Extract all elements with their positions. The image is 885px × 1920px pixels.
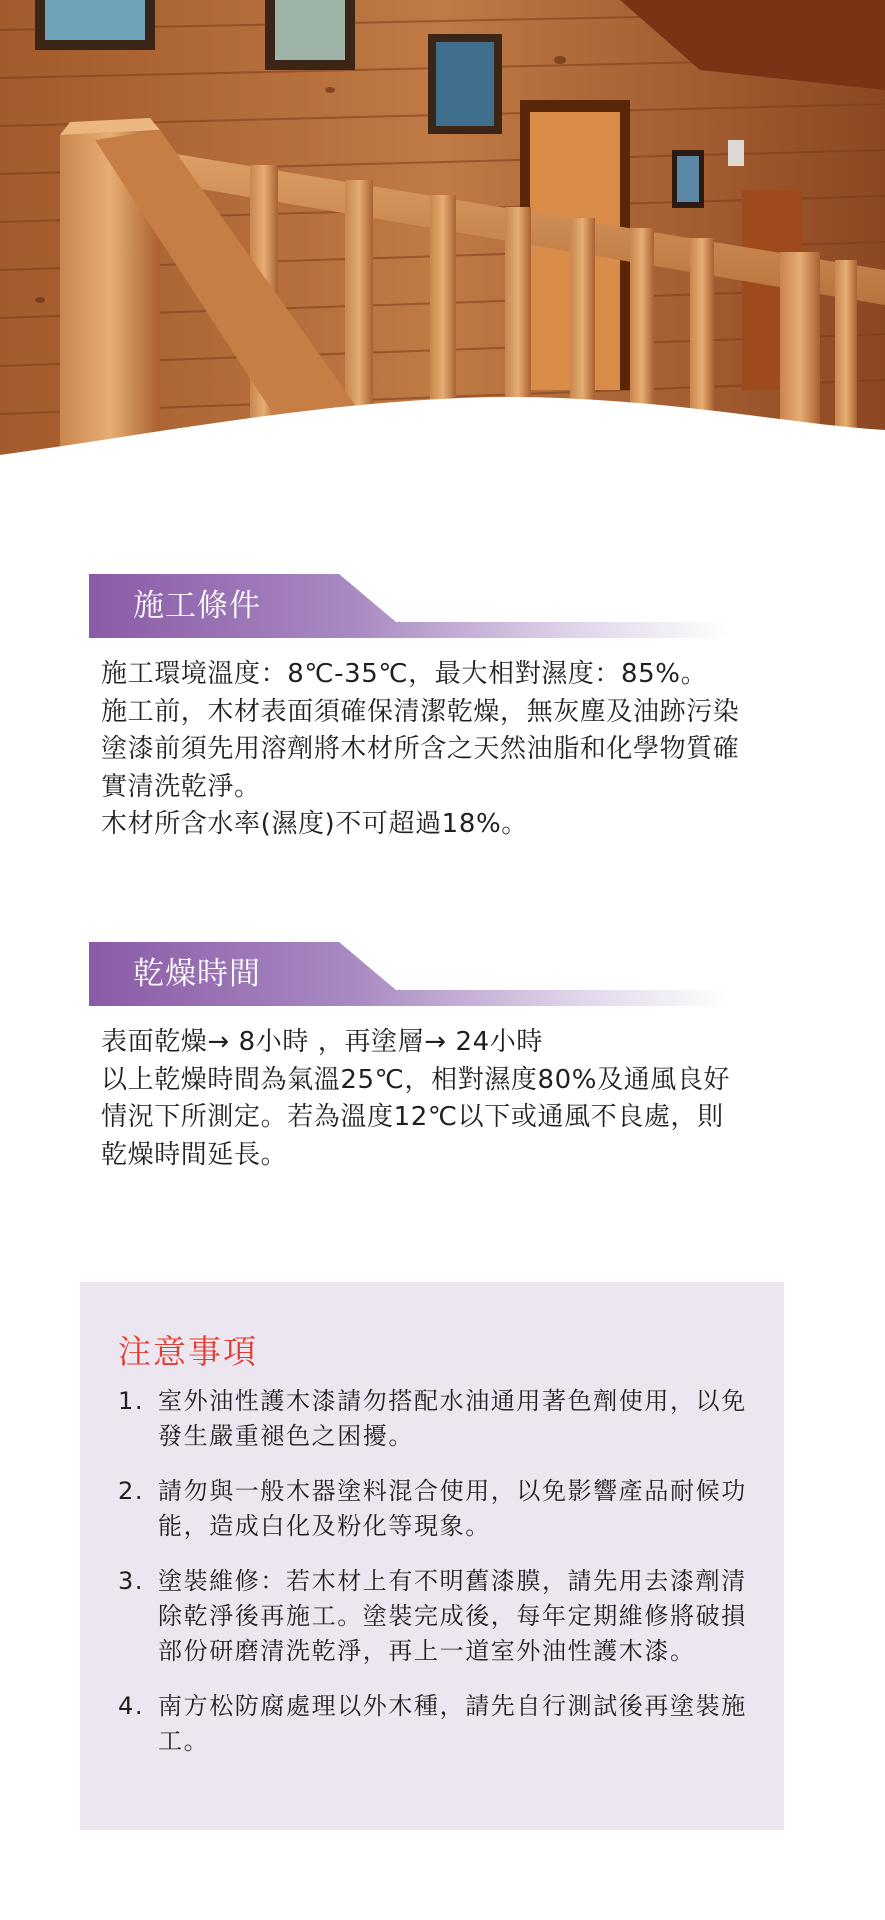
notice-item bbox=[118, 1384, 758, 1454]
notice-box bbox=[80, 1282, 784, 1830]
text-line: 以上乾燥時間為氣溫25℃，相對濕度80%及通風良好 bbox=[101, 1064, 731, 1095]
text-line: 表面乾燥→ 8小時 ，再塗層→ 24小時 bbox=[101, 1027, 543, 1057]
notice-item bbox=[118, 1474, 758, 1544]
text-line: 施工環境溫度：8℃-35℃，最大相對濕度：85%。 bbox=[101, 659, 708, 689]
hero-photo bbox=[0, 0, 885, 470]
section-title: 施工條件 bbox=[133, 588, 261, 624]
text-line: 乾燥時間延長。 bbox=[101, 1139, 288, 1170]
conditions-text bbox=[101, 656, 801, 844]
drying-text bbox=[101, 1024, 801, 1174]
section-header-conditions bbox=[89, 574, 729, 638]
text-line: 塗漆前須先用溶劑將木材所含之天然油脂和化學物質確 bbox=[101, 734, 740, 764]
text-line: 施工前，木材表面須確保清潔乾燥，無灰塵及油跡污染 bbox=[101, 696, 740, 727]
item-number: 2. bbox=[118, 1477, 145, 1505]
item-text: 南方松防腐處理以外木種，請先自行測試後再塗裝施工。 bbox=[158, 1692, 747, 1755]
item-number: 3. bbox=[118, 1567, 145, 1595]
item-number: 1. bbox=[118, 1387, 145, 1415]
notice-list bbox=[118, 1384, 758, 1779]
section-header-drying bbox=[89, 942, 729, 1006]
item-text: 塗裝維修：若木材上有不明舊漆膜，請先用去漆劑清除乾淨後再施工。塗裝完成後，每年定期維修將破損部份研磨清洗乾淨，再上一道室外油性護木漆。 bbox=[158, 1567, 747, 1665]
notice-item bbox=[118, 1689, 758, 1759]
notice-title: 注意事項 bbox=[118, 1332, 258, 1371]
item-text: 室外油性護木漆請勿搭配水油通用著色劑使用，以免發生嚴重褪色之困擾。 bbox=[158, 1387, 747, 1450]
section-title: 乾燥時間 bbox=[133, 956, 261, 992]
text-line: 情況下所測定。若為溫度12℃以下或通風不良處，則 bbox=[101, 1102, 724, 1132]
item-number: 4. bbox=[118, 1692, 145, 1720]
text-line: 木材所含水率(濕度)不可超過18%。 bbox=[101, 809, 528, 839]
text-line: 實清洗乾淨。 bbox=[101, 771, 261, 802]
notice-item bbox=[118, 1564, 758, 1669]
item-text: 請勿與一般木器塗料混合使用，以免影響產品耐候功能，造成白化及粉化等現象。 bbox=[158, 1477, 747, 1540]
